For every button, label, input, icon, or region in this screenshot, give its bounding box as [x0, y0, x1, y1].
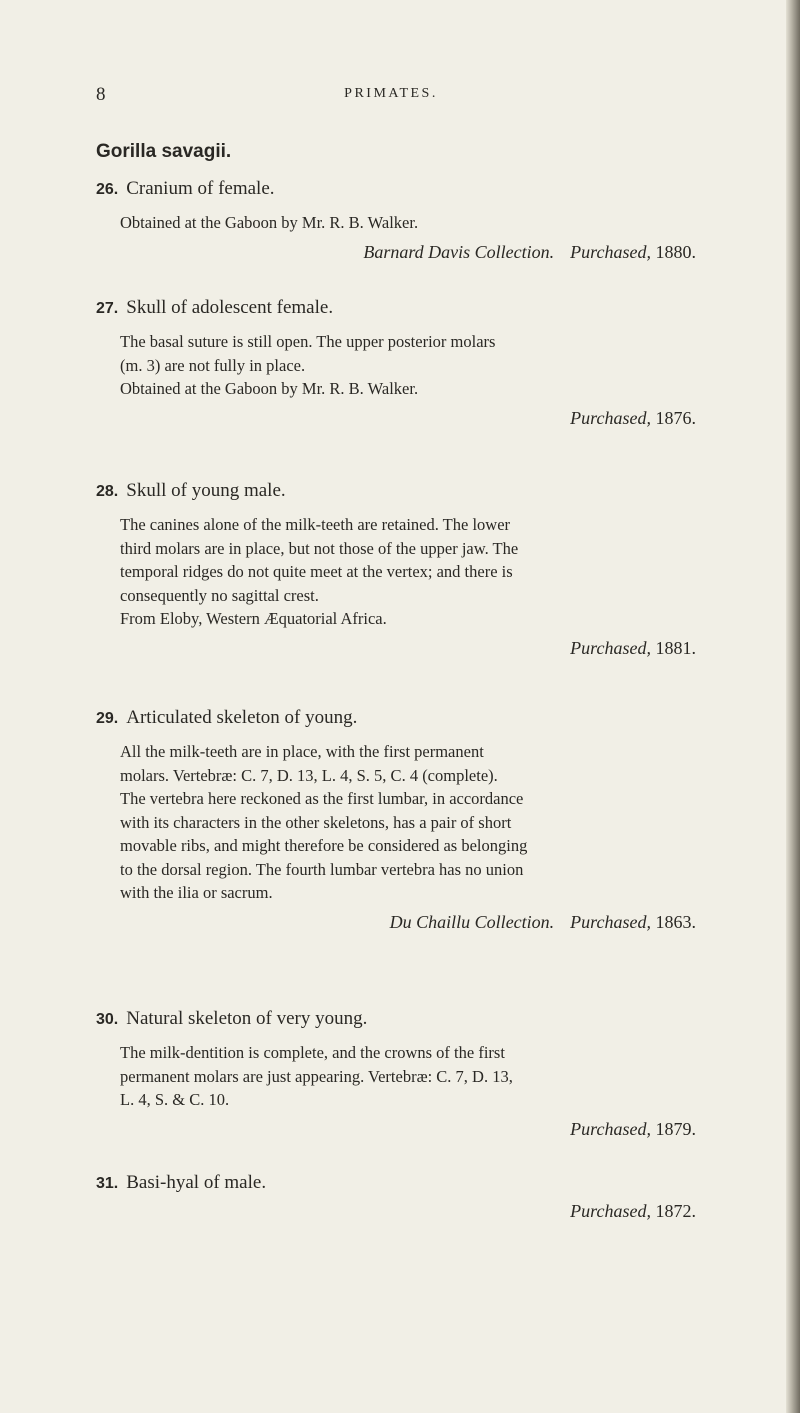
page-header: [96, 84, 686, 108]
description-line: Obtained at the Gaboon by Mr. R. B. Walker.: [120, 213, 419, 232]
purchase-year: 1881.: [655, 637, 696, 658]
running-head: PRIMATES.: [344, 86, 438, 101]
entry-description: [120, 740, 696, 905]
purchased-label: Purchased,: [570, 407, 651, 428]
entry-number: 30.: [96, 1011, 119, 1028]
description-line: to the dorsal region. The fourth lumbar vertebra has no union: [120, 859, 524, 879]
entry-title: Skull of young male.: [126, 480, 286, 501]
description-line: From Eloby, Western Æquatorial Africa.: [120, 609, 387, 628]
entry-heading: [96, 478, 696, 505]
description-line: with its characters in the other skeletons, has a pair of short: [120, 812, 512, 832]
entry-description: [120, 513, 696, 631]
description-line: The basal suture is still open. The upper posterior molars: [120, 332, 496, 351]
purchase-year: 1872.: [655, 1201, 696, 1221]
catalogue-entry: [96, 295, 696, 430]
entry-title: Skull of adolescent female.: [126, 297, 334, 318]
catalogue-entry: [96, 478, 696, 660]
entry-title: Natural skeleton of very young.: [126, 1008, 368, 1029]
catalogue-entry: [96, 705, 696, 934]
purchased-label: Purchased,: [570, 637, 651, 658]
entry-number: 26.: [96, 181, 119, 198]
description-line: L. 4, S. & C. 10.: [120, 1090, 230, 1109]
description-line: third molars are in place, but not those of the upper jaw. The: [120, 538, 519, 558]
purchased-label: Purchased,: [570, 1118, 651, 1139]
description-line: Obtained at the Gaboon by Mr. R. B. Walker.: [120, 379, 419, 398]
description-line: molars. Vertebræ: C. 7, D. 13, L. 4, S. 5, C. 4 (complete).: [120, 765, 498, 785]
entry-number: 28.: [96, 483, 119, 500]
description-line: temporal ridges do not quite meet at the vertex; and there is: [120, 562, 513, 581]
description-line: with the ilia or sacrum.: [120, 883, 273, 902]
description-line: All the milk-teeth are in place, with the first permanent: [120, 742, 484, 761]
acquisition-line: [96, 910, 696, 934]
entry-heading: [96, 705, 696, 732]
acquisition-line: [96, 1117, 696, 1141]
entry-title: Cranium of female.: [126, 178, 275, 199]
purchase-year: 1876.: [655, 407, 696, 428]
entry-title: Articulated skeleton of young.: [126, 707, 358, 728]
catalogue-entry: [96, 1006, 696, 1141]
description-line: consequently no sagittal crest.: [120, 585, 319, 605]
entry-heading: [96, 176, 696, 203]
purchased-label: Purchased,: [570, 1201, 651, 1221]
entry-title: Basi-hyal of male.: [126, 1172, 267, 1193]
purchase-year: 1879.: [655, 1118, 696, 1139]
purchase-year: 1880.: [655, 241, 696, 262]
catalogue-entry: [96, 1170, 696, 1223]
page-number: 8: [96, 84, 106, 105]
page-edge-shadow: [786, 0, 800, 1413]
purchase-year: 1863.: [655, 911, 696, 932]
entry-heading: [96, 1006, 696, 1033]
description-line: The canines alone of the milk-teeth are retained. The lower: [120, 515, 511, 534]
description-line: permanent molars are just appearing. Vertebræ: C. 7, D. 13,: [120, 1066, 513, 1086]
entry-number: 27.: [96, 300, 119, 317]
collection-name: Du Chaillu Collection.: [389, 911, 555, 932]
acquisition-line: [96, 240, 696, 264]
entry-number: 29.: [96, 710, 119, 727]
entry-heading: [96, 1170, 696, 1197]
acquisition-line: [96, 636, 696, 660]
collection-name: Barnard Davis Collection.: [363, 241, 555, 262]
description-line: The milk-dentition is complete, and the crowns of the first: [120, 1043, 505, 1062]
acquisition-line: [96, 406, 696, 430]
entry-description: [120, 1041, 696, 1112]
species-title: Gorilla savagii.: [96, 141, 232, 162]
entry-number: 31.: [96, 1175, 119, 1192]
entry-description: [120, 330, 696, 401]
description-line: movable ribs, and might therefore be considered as belonging: [120, 836, 528, 855]
purchased-label: Purchased,: [570, 911, 651, 932]
description-line: The vertebra here reckoned as the first lumbar, in accordance: [120, 789, 524, 808]
acquisition-line: [96, 1199, 696, 1223]
purchased-label: Purchased,: [570, 241, 651, 262]
catalogue-entry: [96, 176, 696, 264]
entry-heading: [96, 295, 696, 322]
entry-description: [120, 211, 696, 235]
description-line: (m. 3) are not fully in place.: [120, 355, 306, 375]
